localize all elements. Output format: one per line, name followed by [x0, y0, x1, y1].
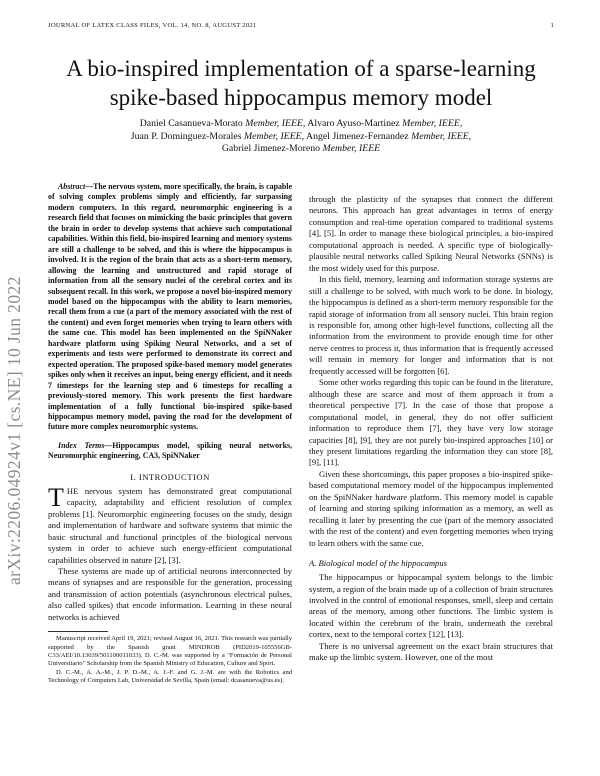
footnote-affiliation: D. C.-M., A. A.-M., J. P. D.-M., A. J.-F. and G. J.-M. are with the Robotics and Technology of Computers Lab, Universidad de Sevilla, Spain (email: dcasanueva@us.es).: [48, 668, 292, 685]
left-column: [48, 182, 292, 686]
intro-paragraph-1: [48, 482, 292, 566]
right-column: [309, 194, 553, 664]
subsection-paragraph-1: The hippocampus or hippocampal system belongs to the limbic system, a region of the brain made up of a collection of brain structures involved in the control of emotional responses, smell, sleep and certain areas of the memory, among other functions. The limbic system is located within the cerebrum of the brain, underneath the cerebral cortex, next to the temporal cortex [12], [13].: [309, 572, 553, 640]
author-affiliation: Member, IEEE: [322, 143, 381, 155]
footnote-rule: [48, 631, 108, 632]
author-line-1: [48, 118, 554, 131]
footnote-manuscript: Manuscript received April 19, 2021; revised August 16, 2021. This research was partially supported by the Spanish grant MINDROB (PID2019-105556GB-C33/AEI/10.13039/501100011033). D. C.-M. was supported by a "Formación de Personal Universitario" Scholarship from the Spanish Ministry of Education, Culture and Sport.: [48, 635, 292, 668]
abstract-text: The nervous system, more specifically, the brain, is capable of solving complex problems simply and efficiently, far surpassing modern computers. In this regard, neuromorphic engineering is a research field that focuses on mimicking the basic principles that govern the brain in order to develop systems that achieve such computational capabilities. Within this field, bio-inspired learning and memory systems are still a challenge to be solved, and this is where the hippocampus is involved. It is the region of the brain that acts as a short-term memory, allowing the learning and unstructured and rapid storage of information from all the sensory nuclei of the cerebral cortex and its subsequent recall. In this work, we propose a novel bio-inspired memory model based on the hippocampus with the ability to learn memories, recall them from a cue (a part of the memory associated with the rest of the content) and even forget memories when trying to learn others with the same cue. This model has been implemented on the SpiNNaker hardware platform using Spiking Neural Networks, and a set of experiments and tests were performed to demonstrate its correct and expected operation. The proposed spike-based memory model generates spikes only when it receives an input, being energy efficient, and it needs 7 timesteps for the learning step and 6 timesteps for recalling a previously-stored memory. This work presents the first hardware implementation of a fully functional bio-inspired spike-based hippocampus memory model, paving the road for the development of future more complex neuromorphic systems.: [48, 182, 292, 432]
intro-paragraph-2-continued: through the plasticity of the synapses that connect the different neurons. This approach has great advantages in terms of energy consumption and real-time operation compared to traditional systems [4], [5]. In order to manage these biological principles, a bio-inspired computational approach is needed. A specific type of biologically-plausible neural networks called Spiking Neural Networks (SNNs) is the most widely used for this purpose.: [309, 194, 553, 273]
abstract-label: Abstract: [58, 182, 86, 191]
author-line-2: [48, 131, 554, 144]
drop-cap: T: [48, 482, 64, 512]
author-affiliation: Member, IEEE,: [411, 130, 472, 142]
abstract: Abstract—The nervous system, more specifically, the brain, is capable of solving complex problems simply and efficiently, far surpassing modern computers. In this regard, neuromorphic engineering is a research field that focuses on mimicking the basic principles that govern the brain in order to develop systems that achieve such computational capabilities. Within this field, bio-inspired learning and memory systems are still a challenge to be solved, and this is where the hippocampus is involved. It is the region of the brain that acts as a short-term memory, allowing the learning and unstructured and rapid storage of information from all the sensory nuclei of the cerebral cortex and its subsequent recall. In this work, we propose a novel bio-inspired memory model based on the hippocampus with the ability to learn memories, recall them from a cue (a part of the memory associated with the rest of the content) and even forget memories when trying to learn others with the same cue. This model has been implemented on the SpiNNaker hardware platform using Spiking Neural Networks, and a set of experiments and tests were performed to demonstrate its correct and expected operation. The proposed spike-based memory model generates spikes only when it receives an input, being energy efficient, and it needs 7 timesteps for the learning step and 6 timesteps for recalling a previously-stored memory. This work presents the first hardware implementation of a fully functional bio-inspired spike-based hippocampus memory model, paving the road for the development of future more complex neuromorphic systems.: [48, 182, 292, 432]
author-affiliation: Member, IEEE,: [244, 130, 305, 142]
intro-paragraph-5: Given these shortcomings, this paper proposes a bio-inspired spike-based computational memory model of the hippocampus implemented on the SpiNNaker hardware platform. This memory model is capable of learning and storing spiking information as a memory, as well as recalling it later by presenting the cue (part of the memory associated with the rest of the content) and even forgetting memories when trying to learn others with the same cue.: [309, 468, 553, 548]
page-number: 1: [550, 22, 554, 29]
paper-title: A bio-inspired implementation of a sparse-learning spike-based hippocampus memory model: [66, 56, 536, 110]
journal-header: JOURNAL OF LATEX CLASS FILES, VOL. 14, NO. 8, AUGUST 2021: [48, 22, 257, 29]
subsection-paragraph-2: There is no universal agreement on the exact brain structures that make up the limbic system. However, one of the most: [309, 640, 553, 663]
section-heading-introduction: I. INTRODUCTION: [130, 471, 210, 482]
author-name: Gabriel Jimenez-Moreno: [221, 143, 321, 155]
index-terms: Index Terms—Hippocampus model, spiking neural networks, Neuromorphic engineering, CA3, SpiNNaker: [48, 440, 292, 461]
intro-paragraph-4: Some other works regarding this topic can be found in the literature, although these are scarce and most of them approach it from a theoretical perspective [7]. In the case of those that propose a computational model, in general, they do not offer sufficient information to reproduce them [7], they have very low storage capacities [8], [9], they are not purely bio-inspired approaches [10] or they present limitations regarding the information they can store [8], [9], [11].: [309, 377, 553, 468]
author-affiliation: Member, IEEE,: [245, 118, 306, 129]
author-affiliation: Member, IEEE,: [402, 118, 463, 129]
running-head: [48, 22, 554, 29]
index-terms-text: Hippocampus model, spiking neural networks, Neuromorphic engineering, CA3, SpiNNaker: [48, 440, 292, 461]
subsection-heading-biological-model: A. Biological model of the hippocampus: [309, 558, 447, 569]
index-terms-label: Index Terms: [58, 440, 105, 450]
author-list: [48, 118, 554, 156]
arxiv-identifier: arXiv:2206.04924v1 [cs.NE] 10 Jun 2022: [4, 276, 24, 585]
intro-paragraph-2: These systems are made up of artificial neurons interconnected by means of synapses and are responsible for the generation, processing and transmission of action potentials (asynchronous electrical pulses, also called spikes) that encode information. Learning in these neural networks is achieved: [48, 565, 292, 622]
intro-paragraph-3: In this field, memory, learning and information storage systems are still a challenge to be solved, with much work to be done. In biology, the hippocampus is defined as a short-term memory responsible for the rapid storage of information from all sensory nuclei. This brain region is responsible for, among other high-level functions, collecting all the information from the environment to provide enough time for other nerve centres to process it, thus information that is frequently accessed will remain in memory for longer and information that is not frequently accessed will be forgotten [6].: [309, 274, 553, 376]
author-name: Angel Jimenez-Fernandez: [306, 130, 409, 142]
author-name: Daniel Casanueva-Morato: [139, 118, 243, 129]
author-name: Alvaro Ayuso-Martinez: [307, 118, 400, 129]
intro-paragraph-1-text: HE nervous system has demonstrated great computational capacity, adaptability and efficient resolution of complex problems [1]. Neuromorphic engineering focuses on the study, design and implementation of hardware and software systems that mimic the basic structural and functional principles of the biological nervous system in order to achieve such energy-efficient computational capabilities observed in nature [2], [3].: [48, 485, 292, 565]
author-name: Juan P. Dominguez-Morales: [130, 130, 242, 142]
author-line-3: [48, 143, 554, 156]
